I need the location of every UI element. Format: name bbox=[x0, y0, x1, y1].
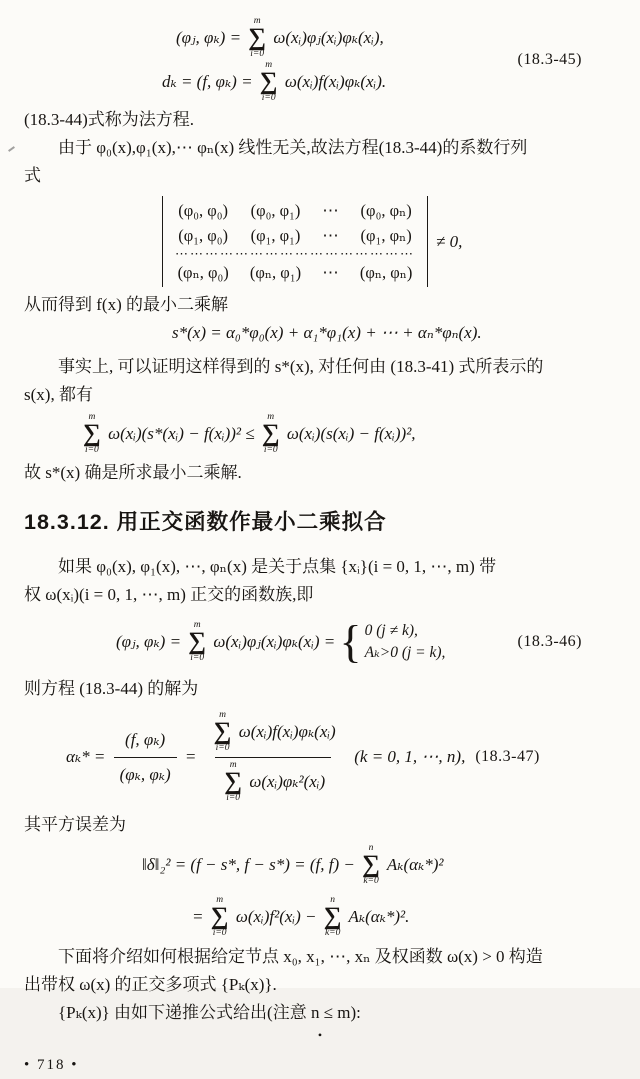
sum-upper-limit: m bbox=[216, 894, 224, 905]
sum-symbol bbox=[324, 896, 342, 939]
math-text: s*(x) = α₀*φ₀(x) + α₁*φ₁(x) + ⋯ + αₙ*φₙ(x). bbox=[172, 323, 482, 342]
math-text: ω(xᵢ)(s*(xᵢ) − f(xᵢ))² ≤ bbox=[103, 424, 259, 443]
paragraph-thus: 从而得到 f(x) 的最小二乘解 bbox=[24, 295, 228, 314]
sum-lower-limit: i=0 bbox=[263, 444, 278, 455]
determinant-cell: (φₙ, φₙ) bbox=[359, 263, 413, 282]
paragraph-if-line1: 如果 φ₀(x), φ₁(x), ⋯, φₙ(x) 是关于点集 {xᵢ}(i = 0, 1, ⋯, m) 带 bbox=[58, 557, 497, 576]
equation-number: (18.3-46) bbox=[517, 633, 582, 650]
paragraph-since-line2: 式 bbox=[24, 166, 41, 185]
sum-lower-limit: i=0 bbox=[226, 792, 241, 803]
determinant-suffix: ≠ 0, bbox=[436, 231, 463, 251]
determinant-matrix bbox=[162, 196, 428, 287]
sum-upper-limit: m bbox=[193, 619, 201, 630]
math-text: Aₖ(αₖ*)². bbox=[344, 907, 410, 926]
sum-upper-limit: m bbox=[267, 411, 275, 422]
math-text: (φₖ, φₖ) bbox=[119, 764, 171, 784]
determinant-block bbox=[162, 196, 616, 287]
math-text: (φⱼ, φₖ) = bbox=[116, 632, 186, 651]
determinant-cell: (φ₀, φ₀) bbox=[178, 201, 229, 220]
sigma-icon: ∑ bbox=[83, 420, 101, 448]
equation-18-3-46 bbox=[24, 611, 616, 673]
cases-lines bbox=[365, 620, 446, 664]
paragraph-infact-line2: s(x), 都有 bbox=[24, 385, 93, 404]
paragraph-square-error: 其平方误差为 bbox=[24, 815, 126, 834]
sum-symbol bbox=[224, 761, 242, 804]
determinant-cell: (φ₁, φ₀) bbox=[178, 226, 229, 245]
math-text: ω(xᵢ)f(xᵢ)φₖ(xᵢ) bbox=[234, 722, 336, 742]
sum-upper-limit: n bbox=[330, 894, 336, 905]
determinant-cell: (φₙ, φ₁) bbox=[249, 263, 302, 282]
sum-symbol bbox=[214, 711, 232, 754]
scan-artifact bbox=[8, 146, 15, 152]
sigma-icon: ∑ bbox=[188, 628, 207, 656]
determinant-cell: (φ₀, φ₁) bbox=[250, 201, 301, 220]
determinant-cell: (φ₁, φₙ) bbox=[360, 226, 412, 245]
sigma-icon: ∑ bbox=[224, 768, 243, 795]
sum-lower-limit: i=0 bbox=[212, 927, 227, 938]
math-text: = bbox=[180, 747, 201, 766]
equation-18-3-45 bbox=[24, 16, 616, 104]
sum-symbol bbox=[262, 413, 280, 456]
math-text: ω(xᵢ)φⱼ(xᵢ)φₖ(xᵢ), bbox=[269, 28, 384, 47]
scan-dot-artifact: • bbox=[317, 1028, 323, 1042]
sum-upper-limit: m bbox=[219, 709, 226, 720]
math-text: ω(xᵢ)φₖ²(xᵢ) bbox=[245, 771, 326, 791]
math-text: ω(xᵢ)f²(xᵢ) − bbox=[231, 907, 321, 926]
sigma-icon: ∑ bbox=[210, 903, 229, 931]
sum-lower-limit: i=0 bbox=[261, 92, 276, 103]
determinant-cell: (φₙ, φ₀) bbox=[177, 263, 229, 282]
page-number: • 718 • bbox=[24, 1057, 79, 1073]
math-text: ‖δ‖₂² = (f − s*, f − s*) = (f, f) − bbox=[142, 855, 360, 874]
paragraph-below-line1: 下面将介绍如何根据给定节点 x₀, x₁, ⋯, xₙ 及权函数 ω(x) > 0 构造 bbox=[58, 947, 543, 966]
cases-line: 0 (j ≠ k), bbox=[364, 622, 418, 639]
paragraph-normal-equation: (18.3-44)式称为法方程. bbox=[24, 110, 194, 129]
cases-line: Aₖ>0 (j = k), bbox=[364, 644, 446, 661]
fraction bbox=[114, 726, 177, 789]
sum-symbol bbox=[248, 17, 266, 60]
paragraph-if-line2: 权 ω(xᵢ)(i = 0, 1, ⋯, m) 正交的函数族,即 bbox=[24, 585, 314, 604]
equation-inequality bbox=[80, 409, 616, 459]
section-heading: 18.3.12. 用正交函数作最小二乘拟合 bbox=[24, 510, 387, 534]
sum-symbol bbox=[260, 61, 278, 104]
equation-error-line2 bbox=[192, 891, 616, 943]
equation-number: (18.3-45) bbox=[517, 51, 582, 68]
sum-symbol bbox=[188, 621, 206, 664]
math-text: αₖ* = bbox=[66, 747, 110, 766]
sum-upper-limit: m bbox=[265, 59, 273, 70]
left-brace-icon: { bbox=[339, 616, 362, 668]
sum-lower-limit: k=0 bbox=[324, 927, 341, 938]
sum-upper-limit: m bbox=[253, 15, 261, 26]
math-text: ω(xᵢ)(s(xᵢ) − f(xᵢ))², bbox=[282, 424, 416, 443]
determinant-cell: (φ₁, φ₁) bbox=[250, 226, 301, 245]
paragraph-since-line1: 由于 φ₀(x),φ₁(x),⋯ φₙ(x) 线性无关,故法方程(18.3-44)的系数行列 bbox=[58, 138, 528, 157]
sigma-icon: ∑ bbox=[362, 851, 380, 879]
math-text: (φⱼ, φₖ) = bbox=[176, 28, 246, 47]
equation-18-3-47 bbox=[24, 705, 616, 809]
sum-lower-limit: k=0 bbox=[363, 875, 379, 886]
math-text: ω(xᵢ)f(xᵢ)φₖ(xᵢ). bbox=[280, 72, 387, 91]
fraction-numerator bbox=[205, 711, 342, 757]
determinant-dots-row: ⋯⋯⋯⋯⋯⋯⋯⋯⋯⋯⋯⋯⋯⋯⋯⋯ bbox=[175, 249, 415, 259]
fraction-denominator bbox=[114, 757, 177, 789]
sum-lower-limit: i=0 bbox=[250, 48, 265, 59]
sum-upper-limit: m bbox=[229, 759, 237, 770]
equation-s-star bbox=[172, 319, 616, 353]
sigma-icon: ∑ bbox=[213, 718, 232, 746]
sigma-icon: ∑ bbox=[261, 420, 280, 448]
sum-lower-limit: i=0 bbox=[85, 444, 99, 455]
determinant-cell: ⋯ bbox=[322, 201, 339, 220]
determinant-cell: (φ₀, φₙ) bbox=[360, 201, 412, 220]
fraction-numerator bbox=[119, 726, 171, 757]
paragraph-recurrence: {Pₖ(x)} 由如下递推公式给出(注意 n ≤ m): bbox=[58, 1003, 361, 1022]
sigma-icon: ∑ bbox=[248, 24, 267, 52]
determinant-cell: ⋯ bbox=[322, 263, 339, 282]
equation-number: (18.3-47) bbox=[475, 748, 540, 765]
determinant-cell: ⋯ bbox=[322, 226, 339, 245]
paragraph-hence: 故 s*(x) 确是所求最小二乘解. bbox=[24, 463, 242, 482]
equation-error-line1 bbox=[142, 839, 616, 891]
sum-symbol bbox=[362, 844, 380, 887]
fraction bbox=[205, 711, 342, 804]
sum-upper-limit: m bbox=[88, 411, 96, 422]
paragraph-infact-line1: 事实上, 可以证明这样得到的 s*(x), 对任何由 (18.3-41) 式所表示的 bbox=[58, 357, 544, 376]
math-text: (f, φₖ) bbox=[125, 729, 166, 749]
sigma-icon: ∑ bbox=[323, 903, 342, 931]
sigma-icon: ∑ bbox=[259, 68, 278, 96]
fraction-denominator bbox=[215, 757, 331, 804]
paragraph-then-solution: 则方程 (18.3-44) 的解为 bbox=[24, 679, 199, 698]
sum-upper-limit: n bbox=[368, 842, 374, 853]
sum-lower-limit: i=0 bbox=[215, 743, 230, 753]
math-text: ω(xᵢ)φⱼ(xᵢ)φₖ(xᵢ) = bbox=[209, 632, 340, 651]
sum-lower-limit: i=0 bbox=[190, 652, 205, 663]
math-text: = bbox=[192, 907, 208, 926]
equation-body bbox=[66, 711, 465, 804]
math-text: (k = 0, 1, ⋯, n), bbox=[345, 747, 466, 766]
equation-line bbox=[66, 705, 616, 809]
math-text: dₖ = (f, φₖ) = bbox=[162, 72, 257, 91]
cases-group bbox=[339, 616, 446, 668]
paragraph-below-line2: 出带权 ω(x) 的正交多项式 {Pₖ(x)}. bbox=[24, 975, 277, 994]
sum-symbol bbox=[83, 413, 101, 456]
math-text: Aₖ(αₖ*)² bbox=[382, 855, 444, 874]
sum-symbol bbox=[211, 896, 229, 939]
